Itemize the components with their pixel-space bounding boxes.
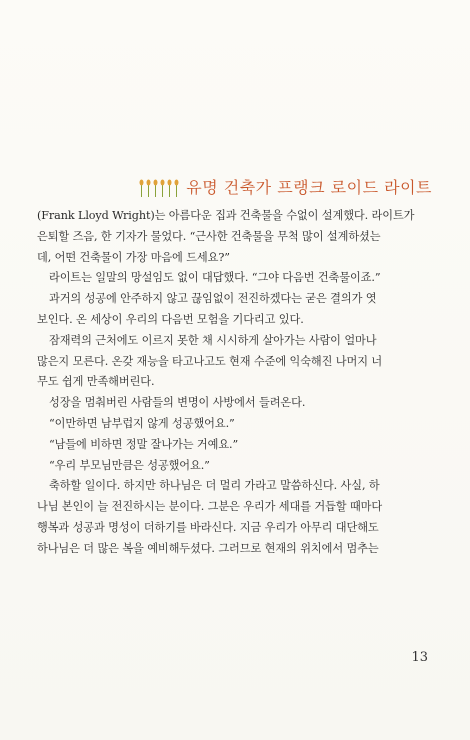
body-text	[37, 206, 440, 560]
section-heading	[139, 175, 432, 198]
text-line: 행복과 성공과 명성이 더하기를 바라신다. 지금 우리가 아무리 대단해도	[37, 520, 379, 534]
text-line: 하나님은 더 많은 복을 예비해두셨다. 그러므로 현재의 위치에서 멈추는	[37, 541, 379, 555]
text-line: 과거의 성공에 안주하지 않고 끊임없이 전진하겠다는 굳은 결의가 엿	[49, 292, 377, 306]
text-line: 나님 본인이 늘 전진하시는 분이다. 그분은 우리가 세대를 거듭할 때마다	[37, 500, 383, 514]
text-line: 라이트는 일말의 망설임도 없이 대답했다. “그야 다음번 건축물이죠.”	[49, 271, 381, 285]
text-line: 성장을 멈춰버린 사람들의 변명이 사방에서 들려온다.	[49, 396, 306, 410]
text-line: 잠재력의 근처에도 이르지 못한 채 시시하게 살아가는 사람이 얼마나	[49, 333, 377, 347]
text-line: 은퇴할 즈음, 한 기자가 물었다. “근사한 건축물을 무척 많이 설계하셨는	[37, 229, 381, 243]
sprig-icon	[167, 179, 171, 197]
text-line: “이만하면 남부럽지 않게 성공했어요.”	[49, 416, 235, 430]
text-line: “남들에 비하면 정말 잘나가는 거예요.”	[49, 437, 239, 451]
text-line: 데, 어떤 건축물이 가장 마음에 드세요?”	[37, 250, 230, 264]
text-line: (Frank Lloyd Wright)는 아름다운 집과 건축물을 수없이 설계했다. 라이트가	[37, 209, 415, 222]
sprig-icon	[174, 179, 178, 197]
text-line: 축하할 일이다. 하지만 하나님은 더 멀리 가라고 말씀하신다. 사실, 하	[49, 479, 380, 493]
text-line: 많은지 모른다. 온갖 재능을 타고나고도 현재 수준에 익숙해진 나머지 너	[37, 354, 383, 368]
sprig-ornament-icon	[139, 177, 178, 197]
sprig-icon	[160, 179, 164, 197]
sprig-icon	[146, 179, 150, 197]
page-number: 13	[411, 650, 428, 665]
heading-title: 유명 건축가 프랭크 로이드 라이트	[186, 178, 432, 197]
text-line: “우리 부모님만큼은 성공했어요.”	[49, 458, 210, 472]
sprig-icon	[153, 179, 157, 197]
text-line: 보인다. 온 세상이 우리의 다음번 모험을 기다리고 있다.	[37, 312, 304, 326]
text-line: 무도 쉽게 만족해버린다.	[37, 375, 155, 389]
sprig-icon	[139, 179, 143, 197]
